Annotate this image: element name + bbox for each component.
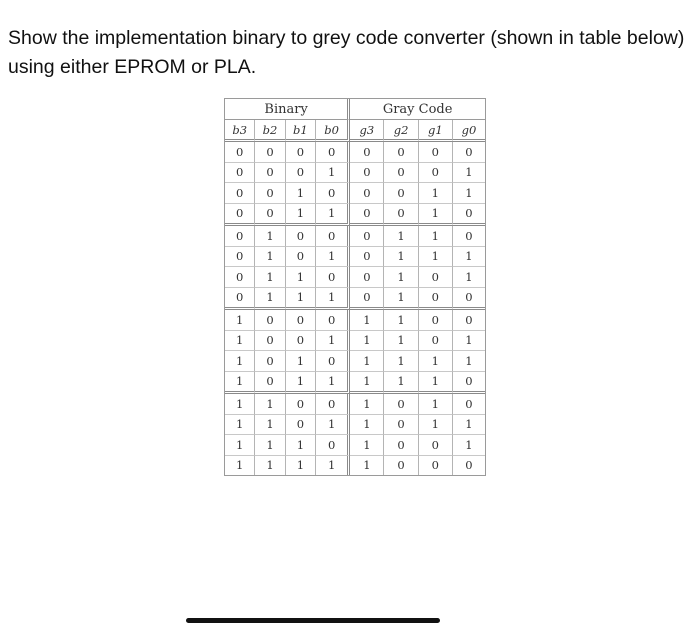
table-cell: 0	[286, 394, 316, 415]
table-cell: 0	[419, 331, 453, 352]
table-cell: 0	[255, 310, 285, 331]
table-cell: 1	[286, 351, 316, 372]
home-indicator	[186, 618, 440, 623]
table-cell: 1	[225, 415, 255, 436]
table-cell: 1	[316, 415, 350, 436]
table-cell: 1	[384, 247, 418, 268]
table-cell: 1	[453, 267, 485, 288]
table-row	[225, 351, 485, 372]
table-cell: 0	[286, 247, 316, 268]
table-cell: 0	[419, 163, 453, 184]
table-cell: 1	[419, 226, 453, 247]
table-cell: 0	[453, 142, 485, 163]
table-row	[225, 183, 485, 204]
table-cell: 0	[316, 142, 350, 163]
table-cell: 1	[384, 372, 418, 395]
table-cell: 1	[384, 351, 418, 372]
table-row	[225, 310, 485, 331]
table-cell: 0	[419, 310, 453, 331]
table-cell: 0	[255, 163, 285, 184]
table-cell: 1	[286, 288, 316, 311]
table-cell: 0	[316, 226, 350, 247]
table-cell: 1	[419, 351, 453, 372]
table-cell: 0	[384, 394, 418, 415]
table-cell: 0	[225, 183, 255, 204]
table-row	[225, 331, 485, 352]
table-cell: 1	[384, 310, 418, 331]
column-header: g2	[384, 120, 418, 142]
table-cell: 0	[384, 163, 418, 184]
table-cell: 1	[384, 267, 418, 288]
table-cell: 1	[316, 372, 350, 395]
table-row	[225, 163, 485, 184]
table-cell: 0	[453, 310, 485, 331]
table-cell: 1	[316, 331, 350, 352]
table-cell: 0	[316, 310, 350, 331]
table-cell: 1	[286, 267, 316, 288]
table-cell: 0	[255, 142, 285, 163]
table-cell: 0	[465, 458, 473, 473]
table-cell: 1	[453, 163, 485, 184]
table-cell: 1	[419, 247, 453, 268]
table-row	[225, 226, 485, 247]
table-cell: 1	[350, 372, 384, 395]
table-cell: 0	[419, 456, 453, 476]
table-cell: 0	[286, 310, 316, 331]
table-cell: 1	[350, 456, 384, 476]
table-cell: 0	[384, 142, 418, 163]
table-cell: 0	[419, 288, 453, 311]
table-cell: 1	[255, 247, 285, 268]
table-cell: 1	[350, 331, 384, 352]
table-cell: 0	[453, 394, 485, 415]
table-cell: 0	[255, 183, 285, 204]
table-cell: 0	[350, 247, 384, 268]
table-cell: 0	[286, 331, 316, 352]
table-cell: 1	[225, 394, 255, 415]
table-cell: 1	[316, 288, 350, 311]
table-cell: 1	[225, 310, 255, 331]
table-cell: 1	[316, 204, 350, 227]
table-cell: 0	[453, 288, 485, 311]
table-cell: 0	[255, 204, 285, 227]
table-cell: 1	[255, 435, 285, 456]
table-cell: 1	[225, 372, 255, 395]
table-cell: 0	[453, 204, 485, 227]
table-cell: 0	[419, 142, 453, 163]
table-cell: 0	[225, 288, 255, 311]
table-cell: 0	[255, 372, 285, 395]
table-cell: 1	[453, 351, 485, 372]
table-cell: 1	[316, 247, 350, 268]
table-row	[225, 435, 485, 456]
gray-code-group-header: Gray Code	[350, 99, 485, 120]
table-cell: 0	[384, 435, 418, 456]
table-cell: 1	[350, 394, 384, 415]
table-cell: 0	[286, 226, 316, 247]
table-cell: 0	[316, 394, 350, 415]
binary-group-header: Binary	[225, 99, 350, 120]
table-cell: 1	[350, 435, 384, 456]
table-cell: 1	[453, 247, 485, 268]
table-cell: 1	[286, 456, 316, 476]
table-cell: 1	[453, 183, 485, 204]
table-cell: 0	[350, 142, 384, 163]
table-cell: 0	[453, 372, 485, 395]
table-cell: 1	[350, 415, 384, 436]
table-cell: 0	[225, 267, 255, 288]
table-cell: 0	[350, 226, 384, 247]
column-header: b2	[255, 120, 285, 142]
table-cell: 0	[286, 415, 316, 436]
truth-table	[224, 98, 486, 476]
table-cell: 0	[316, 435, 350, 456]
column-header: b3	[225, 120, 255, 142]
table-row	[225, 456, 485, 476]
table-cell: 1	[255, 226, 285, 247]
table-cell: 0	[316, 183, 350, 204]
table-cell: 1	[225, 456, 255, 476]
table-cell: 1	[316, 163, 350, 184]
table-row	[225, 415, 485, 436]
table-cell: 1	[255, 394, 285, 415]
table-cell: 0	[255, 351, 285, 372]
table-cell: 1	[255, 288, 285, 311]
table-cell: 1	[225, 331, 255, 352]
table-cell: 1	[255, 456, 285, 476]
table-row	[225, 288, 485, 311]
question-text: Show the implementation binary to grey code converter (shown in table below) using either EPROM or PLA.	[8, 26, 685, 78]
table-cell: 0	[453, 226, 485, 247]
table-cell: 0	[225, 204, 255, 227]
column-header: g3	[350, 120, 384, 142]
table-row	[225, 394, 485, 415]
table-cell: 0	[384, 456, 418, 476]
variable-header-row	[225, 120, 485, 142]
table-row	[225, 247, 485, 268]
table-cell: 0	[350, 183, 384, 204]
table-row	[225, 267, 485, 288]
table-cell: 0	[384, 415, 418, 436]
table-cell: 0	[225, 247, 255, 268]
table-cell: 1	[316, 456, 350, 476]
table-cell: 0	[286, 163, 316, 184]
table-cell: 1	[384, 288, 418, 311]
table-cell: 0	[316, 351, 350, 372]
table-cell: 0	[225, 163, 255, 184]
table-cell: 1	[286, 183, 316, 204]
table-cell: 1	[286, 204, 316, 227]
column-header: b1	[286, 120, 316, 142]
table-cell: 1	[384, 331, 418, 352]
table-cell: 1	[255, 267, 285, 288]
column-header: b0	[316, 120, 350, 142]
table-cell: 1	[453, 415, 485, 436]
table-cell: 0	[384, 204, 418, 227]
table-cell: 1	[350, 351, 384, 372]
table-cell: 1	[419, 415, 453, 436]
column-header: g0	[453, 120, 485, 142]
table-cell: 1	[384, 226, 418, 247]
table-cell: 0	[316, 267, 350, 288]
table-cell: 1	[225, 351, 255, 372]
column-header: g1	[419, 120, 453, 142]
table-cell: 0	[350, 204, 384, 227]
table-cell: 1	[453, 435, 485, 456]
table-cell: 0	[255, 331, 285, 352]
table-cell: 1	[350, 310, 384, 331]
table-cell: 1	[225, 435, 255, 456]
table-cell: 1	[419, 394, 453, 415]
table-cell: 0	[384, 183, 418, 204]
table-cell: 0	[350, 163, 384, 184]
table-cell: 0	[225, 226, 255, 247]
table-cell: 1	[419, 372, 453, 395]
table-cell: 0	[350, 267, 384, 288]
table-cell: 1	[286, 435, 316, 456]
table-cell: 0	[225, 142, 255, 163]
table-row	[225, 142, 485, 163]
table-cell: 0	[286, 142, 316, 163]
table-cell: 0	[419, 435, 453, 456]
table-cell: 1	[255, 415, 285, 436]
table-row	[225, 204, 485, 227]
table-cell: 0	[419, 267, 453, 288]
table-cell: 1	[453, 331, 485, 352]
table-cell: 1	[419, 204, 453, 227]
table-row	[225, 372, 485, 395]
table-cell: 1	[286, 372, 316, 395]
table-cell: 0	[350, 288, 384, 311]
table-cell: 1	[419, 183, 453, 204]
